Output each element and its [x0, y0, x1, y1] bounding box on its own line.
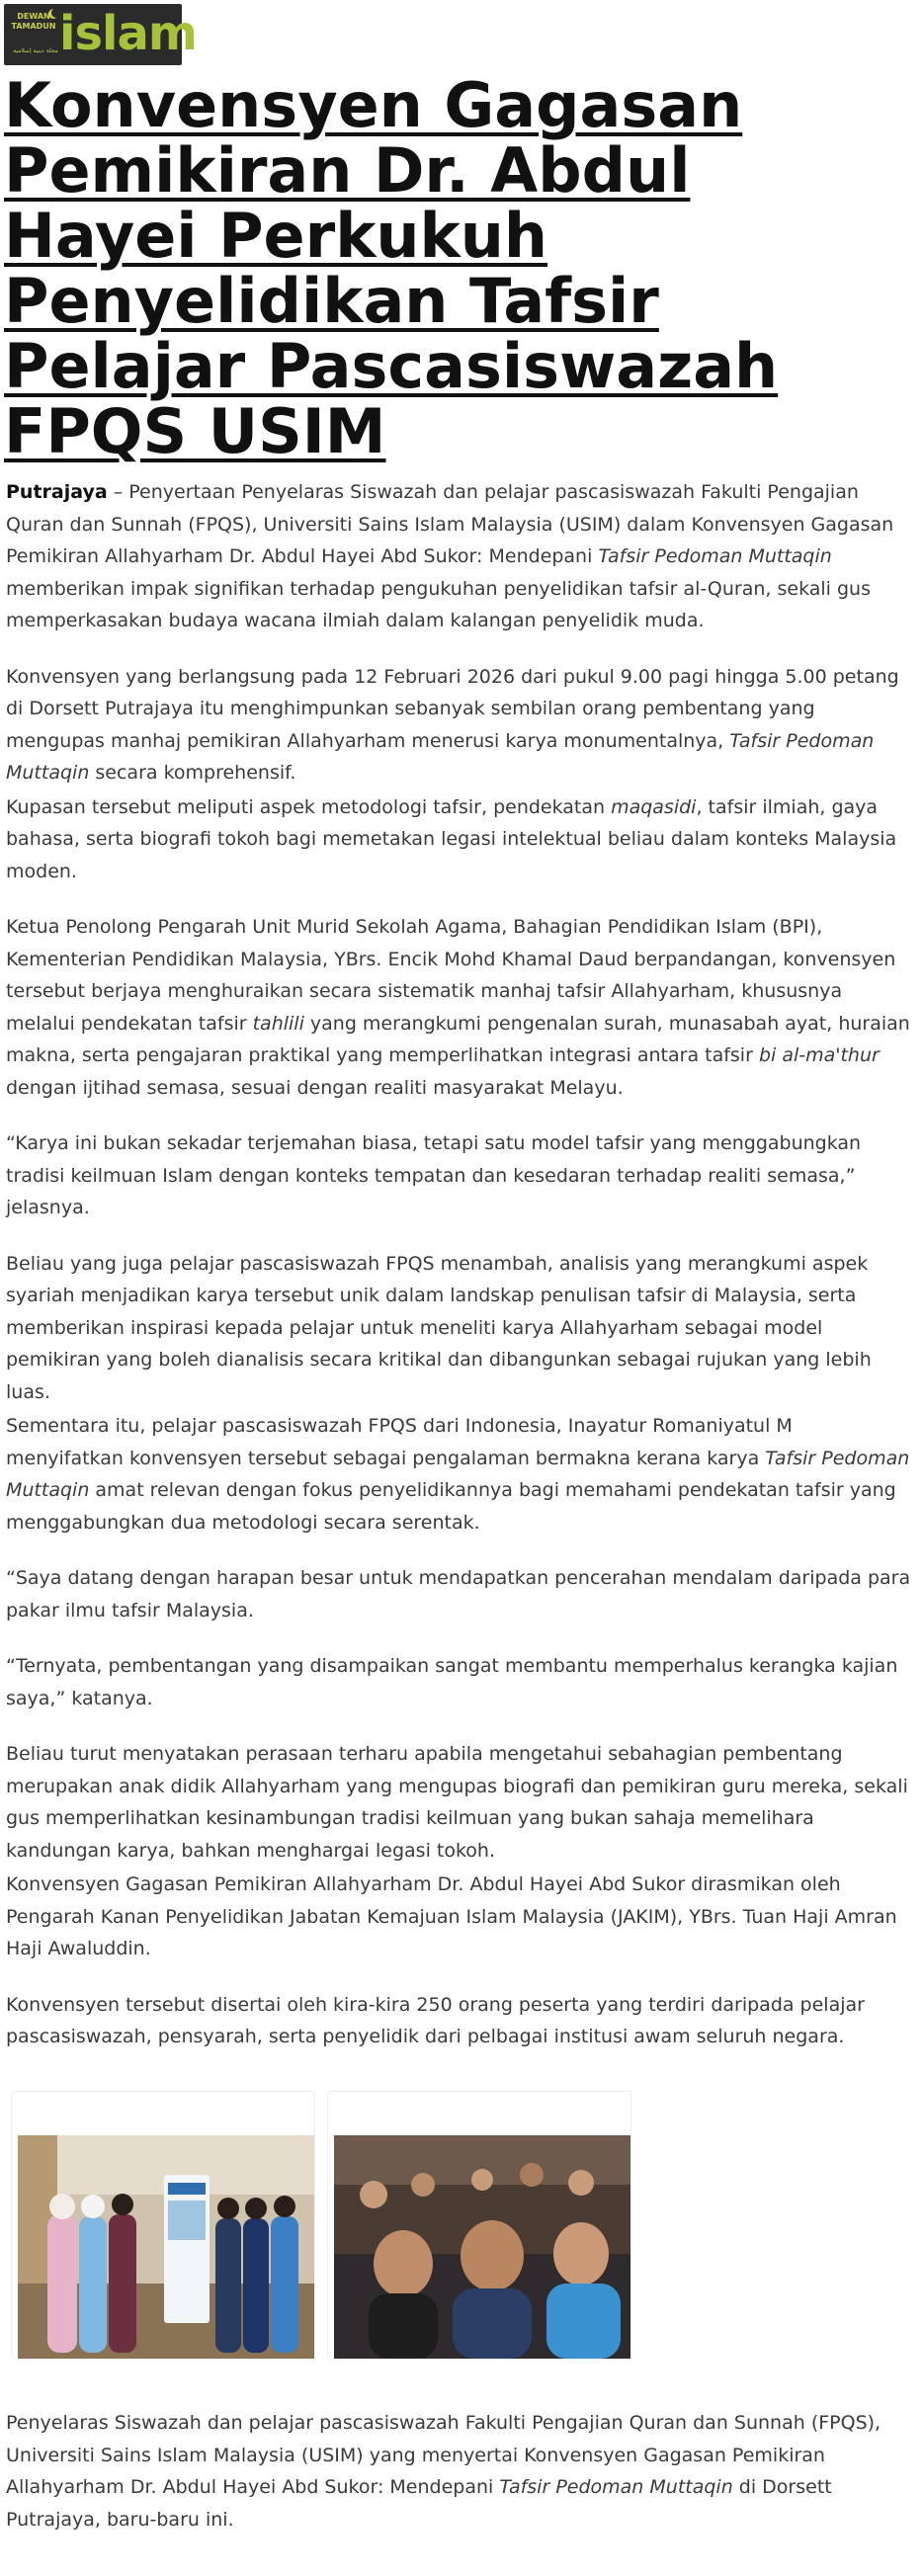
paragraph-4	[6, 911, 915, 1104]
paragraph-7	[6, 1410, 915, 1538]
logo-word-dewan: DEWAN	[17, 12, 50, 21]
text-span: yang merangkumi pengenalan surah, munasabah ayat, huraian makna, serta pengajaran praktikal yang memperlihatkan integrasi antara tafsir	[6, 1012, 910, 1066]
paragraph-5: “Karya ini bukan sekadar terjemahan biasa, tetapi satu model tafsir yang menggabungkan tradisi keilmuan Islam dengan konteks tempatan dan kesedaran terhadap realiti semasa,” jelasnya.	[6, 1132, 862, 1218]
paragraph-3	[6, 791, 915, 888]
text-span: , tafsir ilmiah, gaya bahasa, serta biografi tokoh bagi memetakan legasi intelektual beliau dalam konteks Malaysia moden.	[6, 795, 897, 882]
text-span: Penyelaras Siswazah dan pelajar pascasiswazah Fakulti Pengajian Quran dan Sunnah (FPQS), Universiti Sains Islam Malaysia (USIM) yang menyertai Konvensyen Gagasan Pemikiran Allahyarham Dr. Abdul Hayei Abd Sukor: Mendepani	[6, 2412, 881, 2498]
paragraph-12: Konvensyen tersebut disertai oleh kira-kira 250 orang peserta yang terdiri daripada pelajar pascasiswazah, pensyarah, serta penyelidik dari pelbagai institusi awam seluruh negara.	[6, 1993, 865, 2047]
text-span: – Penyertaan Penyelaras Siswazah dan pelajar pascasiswazah Fakulti Pengajian Quran dan Sunnah (FPQS), Universiti Sains Islam Malaysia (USIM) dalam Konvensyen Gagasan Pemikiran Allahyarham Dr. Abdul Hayei Abd Sukor: Mendepani	[6, 481, 894, 567]
text-span: di Dorsett Putrajaya, baru-baru ini.	[6, 2476, 832, 2531]
italic-term: bi al-ma'thur	[758, 1044, 880, 1066]
text-span: Konvensyen yang berlangsung pada 12 Februari 2026 dari pukul 9.00 pagi hingga 5.00 petang di Dorsett Putrajaya itu menghimpunkan sebanyak sembilan orang pembentang yang mengupas manhaj pemikiran Allahyarham menerusi karya monumentalnya,	[6, 665, 899, 752]
text-span: dengan ijtihad semasa, sesuai dengan realiti masyarakat Melayu.	[6, 1076, 624, 1099]
logo-word-tamadun: TAMADUN	[11, 22, 56, 31]
text-span: Kupasan tersebut meliputi aspek metodologi tafsir, pendekatan	[6, 795, 612, 818]
article-body	[6, 476, 915, 2053]
photo-caption	[6, 2407, 915, 2535]
dateline: Putrajaya	[6, 481, 108, 503]
paragraph-10: Beliau turut menyatakan perasaan terharu apabila mengetahui sebahagian pembentang merupakan anak didik Allahyarham yang mengupas biografi dan pemikiran guru mereka, sekali gus memperlihatkan kesinambungan tradisi keilmuan yang bukan sahaja memelihara kandungan karya, bahkan menghargai legasi tokoh.	[6, 1743, 908, 1862]
paragraph-6: Beliau yang juga pelajar pascasiswazah FPQS menambah, analisis yang merangkumi aspek syariah menjadikan karya tersebut unik dalam landskap penulisan tafsir di Malaysia, serta memberikan inspirasi kepada pelajar untuk meneliti karya Allahyarham sebagai model pemikiran yang boleh dianalisis secara kritikal dan dibangunkan sebagai rujukan yang lebih luas.	[6, 1252, 872, 1403]
photo-group-standing[interactable]	[12, 2092, 314, 2359]
paragraph-1	[6, 476, 915, 637]
text-span: Sementara itu, pelajar pascasiswazah FPQS dari Indonesia, Inayatur Romaniyatul M menyifatkan konvensyen tersebut sebagai pengalaman bermakna kerana karya	[6, 1415, 793, 1469]
text-span: Ketua Penolong Pengarah Unit Murid Sekolah Agama, Bahagian Pendidikan Islam (BPI), Kementerian Pendidikan Malaysia, YBrs. Encik Mohd Khamal Daud berpandangan, konvensyen tersebut berjaya menghuraikan secara sistematik manhaj tafsir Allahyarham, khususnya melalui pendekatan tafsir	[6, 916, 896, 1035]
text-span: secara komprehensif.	[89, 762, 296, 784]
italic-title: Tafsir Pedoman Muttaqin	[499, 2476, 733, 2498]
logo-arabic-text: مجلة دينية إسلامية	[13, 47, 58, 54]
italic-title: Tafsir Pedoman Muttaqin	[598, 545, 832, 567]
article-headline[interactable]: Konvensyen Gagasan Pemikiran Dr. Abdul Hayei Perkukuh Penyelidikan Tafsir Pelajar Pascasiswazah FPQS USIM	[4, 69, 779, 467]
paragraph-8: “Saya datang dengan harapan besar untuk mendapatkan pencerahan mendalam daripada para pakar ilmu tafsir Malaysia.	[6, 1567, 911, 1621]
photo-selfie[interactable]	[328, 2092, 630, 2359]
text-span: amat relevan dengan fokus penyelidikannya bagi memahami pendekatan tafsir yang menggabungkan dua metodologi secara serentak.	[6, 1479, 896, 1534]
site-logo[interactable]	[4, 4, 197, 65]
logo-word-islam: islam	[59, 6, 197, 61]
paragraph-9: “Ternyata, pembentangan yang disampaikan sangat membantu memperhalus kerangka kajian saya,” katanya.	[6, 1655, 898, 1709]
text-span: memberikan impak signifikan terhadap pengukuhan penyelidikan tafsir al-Quran, sekali gus memperkasakan budaya wacana ilmiah dalam kalangan penyelidik muda.	[6, 577, 871, 631]
group-photo-image	[18, 2135, 314, 2359]
selfie-photo-image	[334, 2135, 630, 2359]
italic-term: maqasidi	[611, 795, 697, 818]
photo-gallery	[12, 2092, 704, 2361]
italic-term: tahlili	[252, 1012, 304, 1035]
paragraph-2	[6, 661, 915, 789]
italic-title: Tafsir Pedoman Muttaqin	[6, 729, 875, 784]
italic-title: Tafsir Pedoman Muttaqin	[6, 1447, 910, 1501]
logo-small-text	[10, 12, 57, 32]
paragraph-11: Konvensyen Gagasan Pemikiran Allahyarham Dr. Abdul Hayei Abd Sukor dirasmikan oleh Pengarah Kanan Penyelidikan Jabatan Kemajuan Islam Malaysia (JAKIM), YBrs. Tuan Haji Amran Haji Awaluddin.	[6, 1873, 897, 1959]
